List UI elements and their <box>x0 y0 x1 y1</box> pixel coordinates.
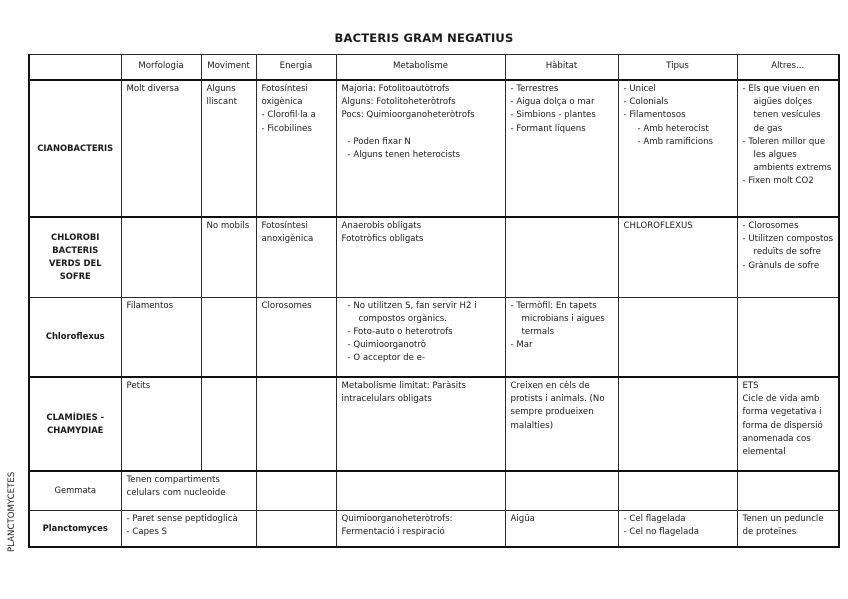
row-name: Planctomyces <box>29 510 121 547</box>
header-moviment: Moviment <box>201 55 256 81</box>
header-altres: Altres... <box>737 55 839 81</box>
cell-moviment: No mobils <box>201 217 256 297</box>
row-name: CLAMÍDIES - CHAMYDIAE <box>29 377 121 471</box>
cell-habitat: - Terrestres - Aigua dolça o mar - Simbions - plantes - Formant líquens <box>505 80 618 217</box>
page-title: BACTERIS GRAM NEGATIUS <box>334 31 514 45</box>
cell-habitat <box>505 471 618 510</box>
table-row <box>29 377 839 471</box>
header-row <box>29 55 839 81</box>
row-name: Gemmata <box>29 471 121 510</box>
header-energia: Energia <box>256 55 336 81</box>
cell-energia: Clorosomes <box>256 297 336 377</box>
cell-tipus: - Cel flagelada - Cel no flagelada <box>618 510 737 547</box>
cell-morfologia: Molt diversa <box>121 80 201 217</box>
table-row <box>29 471 839 510</box>
cell-tipus <box>618 377 737 471</box>
cell-morfologia: Filamentos <box>121 297 201 377</box>
cell-energia: Fotosíntesi anoxigènica <box>256 217 336 297</box>
cell-habitat: - Termòfil: En tapets microbians i aigues termals - Mar <box>505 297 618 377</box>
table-row <box>29 80 839 217</box>
cell-altres: Tenen un peduncle de proteïnes <box>737 510 839 547</box>
row-name: CHLOROBI BACTERIS VERDS DEL SOFRE <box>29 217 121 297</box>
header-tipus: Tipus <box>618 55 737 81</box>
cell-altres: ETS Cicle de vida amb forma vegetativa i forma de dispersió anomenada cos elemental <box>737 377 839 471</box>
cell-energia <box>256 471 336 510</box>
header-morfologia: Morfologia <box>121 55 201 81</box>
cell-morfologia: Tenen compartiments celulars com nucleoide <box>121 471 256 510</box>
row-name: CIANOBACTERIS <box>29 80 121 217</box>
cell-altres <box>737 297 839 377</box>
cell-moviment <box>201 297 256 377</box>
table-row <box>29 510 839 547</box>
cell-habitat <box>505 217 618 297</box>
cell-altres <box>737 471 839 510</box>
row-name: Chloroflexus <box>29 297 121 377</box>
bacteria-table <box>28 54 840 548</box>
cell-metabolisme: - No utilitzen S, fan servir H2 i compostos orgànics. - Foto-auto o heterotrofs - Quimioorganotrò - O acceptor de e- <box>336 297 505 377</box>
cell-morfologia: Petits <box>121 377 201 471</box>
cell-altres: - Els que viuen en aigües dolçes tenen vesícules de gas - Toleren millor que les algues ambients extrems - Fixen molt CO2 <box>737 80 839 217</box>
table-row <box>29 217 839 297</box>
table-row <box>29 297 839 377</box>
cell-tipus: - Unicel - Colonials - Filamentosos - Amb heterocist - Amb ramificions <box>618 80 737 217</box>
cell-metabolisme: Quimioorganoheteròtrofs: Fermentació i respiració <box>336 510 505 547</box>
cell-metabolisme <box>336 471 505 510</box>
cell-habitat: Aigüa <box>505 510 618 547</box>
header-habitat: Hàbitat <box>505 55 618 81</box>
cell-metabolisme: Majoria: Fotolitoautòtrofs Alguns: Fotolitoheteròtrofs Pocs: Quimioorganoheteròtrofs - Poden fixar N - Alguns tenen heterocists <box>336 80 505 217</box>
cell-tipus <box>618 471 737 510</box>
cell-habitat: Creixen en cèls de protists i animals. (No sempre produeixen malalties) <box>505 377 618 471</box>
planctomycetes-side-label: PLANCTOMYCETES <box>7 471 17 552</box>
cell-energia: Fotosíntesi oxigènica - Clorofil·la a - Ficobilines <box>256 80 336 217</box>
cell-moviment: Alguns lliscant <box>201 80 256 217</box>
cell-moviment <box>201 377 256 471</box>
cell-energia <box>256 510 336 547</box>
cell-morfologia <box>121 217 201 297</box>
cell-energia <box>256 377 336 471</box>
header-metabolisme: Metabolisme <box>336 55 505 81</box>
cell-altres: - Clorosomes - Utilitzen compostos reduïts de sofre - Grànuls de sofre <box>737 217 839 297</box>
cell-metabolisme: Metabolisme limitat: Paràsits intracelulars obligats <box>336 377 505 471</box>
cell-morfologia: - Paret sense peptidoglicà - Capes S <box>121 510 256 547</box>
cell-metabolisme: Anaerobis obligats Fototròfics obligats <box>336 217 505 297</box>
cell-tipus <box>618 297 737 377</box>
header-corner <box>29 55 121 81</box>
cell-tipus: CHLOROFLEXUS <box>618 217 737 297</box>
